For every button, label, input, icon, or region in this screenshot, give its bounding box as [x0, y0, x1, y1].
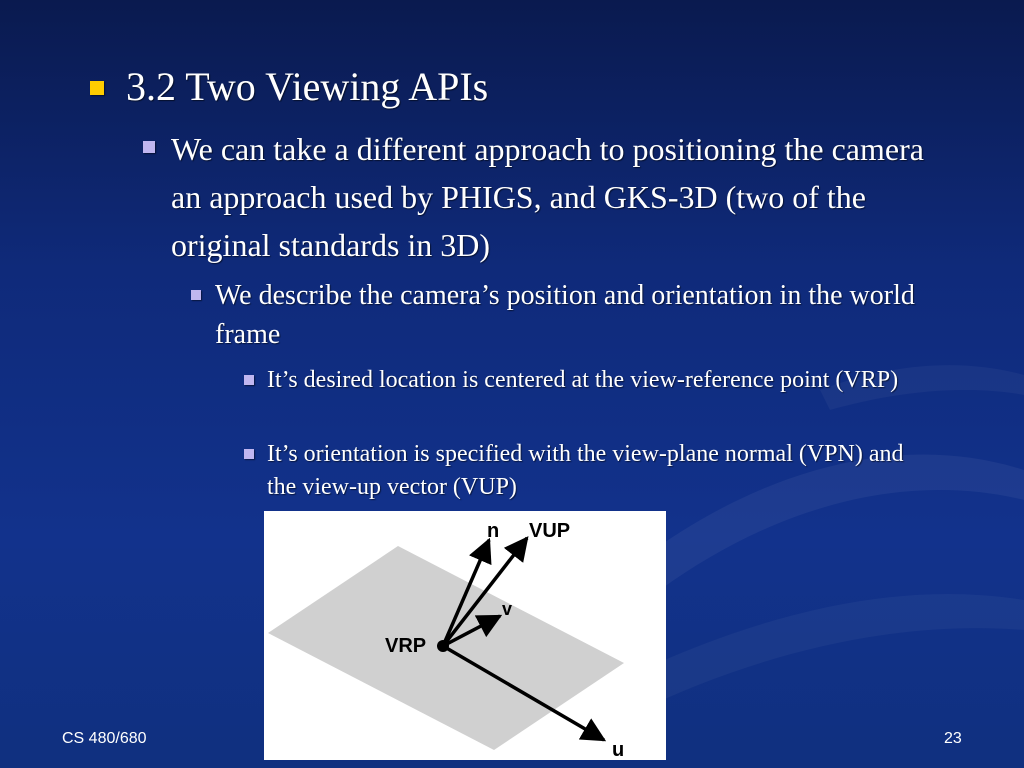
slide-number: 23: [944, 730, 962, 747]
bullet-level1-heading: [126, 64, 946, 110]
bullet-level3-subpoint: [215, 276, 935, 354]
vrp-point: [437, 640, 449, 652]
square-bullet-icon: [191, 290, 201, 300]
detail-text: It’s desired location is centered at the view-reference point (VRP): [267, 367, 899, 393]
vrp-label: VRP: [385, 635, 427, 657]
square-bullet-icon: [244, 375, 254, 385]
v-label: v: [502, 599, 513, 619]
heading-text: 3.2 Two Viewing APIs: [126, 64, 489, 109]
detail-text: It’s orientation is specified with the view-plane normal (VPN) and the view-up vector (VUP): [267, 441, 904, 500]
footer-course-label: CS 480/680: [62, 730, 147, 747]
vup-label: VUP: [529, 520, 571, 542]
n-label: n: [487, 520, 500, 542]
bullet-level4-detail: [267, 364, 927, 397]
point-text: We can take a different approach to positioning the camera an approach used by PHIGS, and GKS-3D (two of the original standards in 3D): [171, 131, 924, 263]
vrp-vpn-vup-diagram: [264, 511, 666, 760]
subpoint-text: We describe the camera’s position and orientation in the world frame: [215, 280, 915, 350]
square-bullet-icon: [90, 81, 104, 95]
bullet-level4-detail: [267, 438, 927, 504]
square-bullet-icon: [143, 141, 155, 153]
square-bullet-icon: [244, 449, 254, 459]
u-label: u: [612, 739, 625, 760]
bullet-level2-point: [171, 125, 931, 269]
